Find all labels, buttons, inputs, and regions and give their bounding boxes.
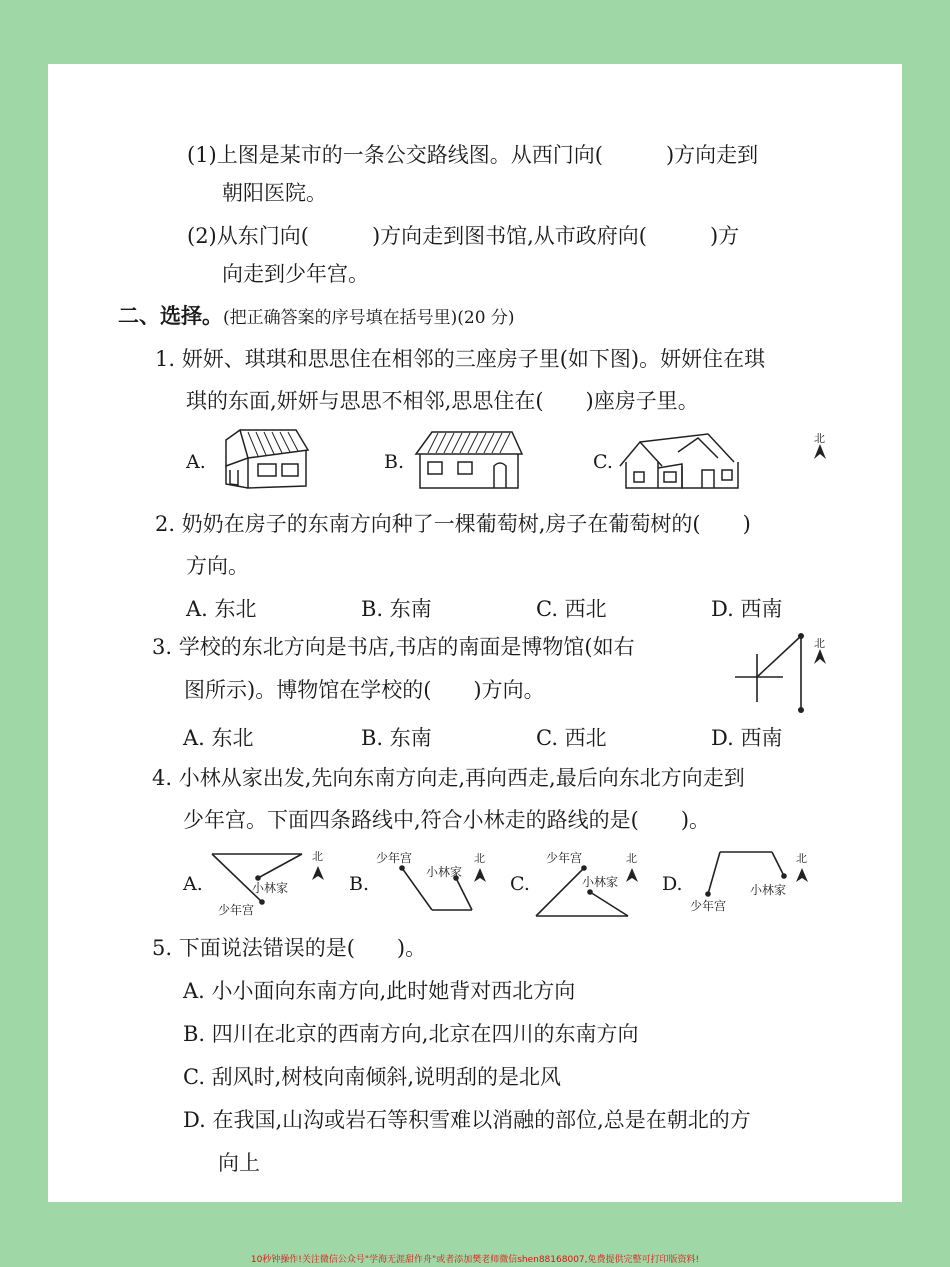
q4-option-b: B. [349,873,370,895]
q4-d-palace-label: 少年宫 [690,899,727,913]
q3-option-a: A. 东北 [183,726,254,750]
q1-option-a: A. [186,451,206,473]
q4-option-d: D. [662,873,683,895]
q2-line2: 方向。 [186,554,249,578]
q1-north-arrow-icon [813,444,827,460]
q4-option-a: A. [183,873,203,895]
q4-route-b [374,848,499,928]
q3-north-label: 北 [814,637,825,650]
q1-line1: 1. 妍妍、琪琪和思思住在相邻的三座房子里(如下图)。妍妍住在琪 [155,347,766,371]
section-title: 二、选择。 [118,303,223,328]
q4-c-north-label: 北 [626,852,637,865]
q4-a-north-label: 北 [312,850,323,863]
q1-north-label: 北 [814,432,825,445]
part1-q2-line1: (2)从东门向( )方向走到图书馆,从市政府向( )方 [187,224,740,248]
house-c-drawing [618,432,748,492]
q4-route-d [688,848,818,928]
house-a-drawing [218,428,313,492]
q2-option-a: A. 东北 [186,597,257,621]
q5-option-d: D. 在我国,山沟或岩石等积雪难以消融的部位,总是在朝北的方 [183,1108,751,1132]
section-heading [118,305,515,327]
part1-q1-line2: 朝阳医院。 [222,181,327,205]
q3-option-d: D. 西南 [711,726,783,750]
q4-b-home-label: 小林家 [426,865,463,879]
q4-route-a [208,848,343,928]
q5-line1: 5. 下面说法错误的是( )。 [152,936,427,960]
q3-option-b: B. 东南 [361,726,432,750]
house-b-drawing [414,430,524,490]
q3-option-c: C. 西北 [536,726,607,750]
q3-line2: 图所示)。博物馆在学校的( )方向。 [184,678,545,702]
q1-option-b: B. [384,451,405,473]
q2-option-b: B. 东南 [361,597,432,621]
q3-line1: 3. 学校的东北方向是书店,书店的南面是博物馆(如右 [152,635,635,659]
q4-c-north-arrow-icon [626,868,638,882]
q2-line1: 2. 奶奶在房子的东南方向种了一棵葡萄树,房子在葡萄树的( ) [155,512,751,536]
q1-line2: 琪的东面,妍妍与思思不相邻,思思住在( )座房子里。 [186,389,699,413]
q4-d-north-arrow-icon [796,868,808,882]
q4-c-home-label: 小林家 [582,875,619,889]
q4-b-north-label: 北 [474,852,485,865]
q4-a-palace-label: 少年宫 [218,903,255,917]
q4-a-north-arrow-icon [312,866,324,880]
q4-b-north-arrow-icon [474,868,486,882]
section-note: (把正确答案的序号填在括号里)(20 分) [223,308,515,328]
q4-line2: 少年宫。下面四条路线中,符合小林走的路线的是( )。 [183,808,711,832]
q2-option-d: D. 西南 [711,597,783,621]
q4-a-home-label: 小林家 [252,881,289,895]
q4-c-palace-label: 少年宫 [546,851,583,865]
q3-north-arrow-icon [813,649,827,665]
q2-option-c: C. 西北 [536,597,607,621]
q4-d-north-label: 北 [796,852,807,865]
q5-option-c: C. 刮风时,树枝向南倾斜,说明刮的是北风 [183,1065,562,1089]
q4-b-palace-label: 少年宫 [376,851,413,865]
q5-option-a: A. 小小面向东南方向,此时她背对西北方向 [183,979,576,1003]
footer-notice: 10秒钟操作!关注微信公众号"学海无涯甜作舟"或者添加樊老师微信shen88168007,免费提供完整可打印版资料! [250,1255,700,1265]
q1-option-c: C. [593,451,613,473]
q4-line1: 4. 小林从家出发,先向东南方向走,再向西走,最后向东北方向走到 [152,766,745,790]
part1-q1-line1: (1)上图是某市的一条公交路线图。从西门向( )方向走到 [187,143,759,167]
q3-route-diagram [733,630,808,715]
q5-option-b: B. 四川在北京的西南方向,北京在四川的东南方向 [183,1022,639,1046]
part1-q2-line2: 向走到少年宫。 [222,262,369,286]
q4-option-c: C. [510,873,530,895]
q4-d-home-label: 小林家 [750,883,787,897]
q4-route-c [532,848,647,928]
q5-option-d-line2: 向上 [218,1151,260,1175]
